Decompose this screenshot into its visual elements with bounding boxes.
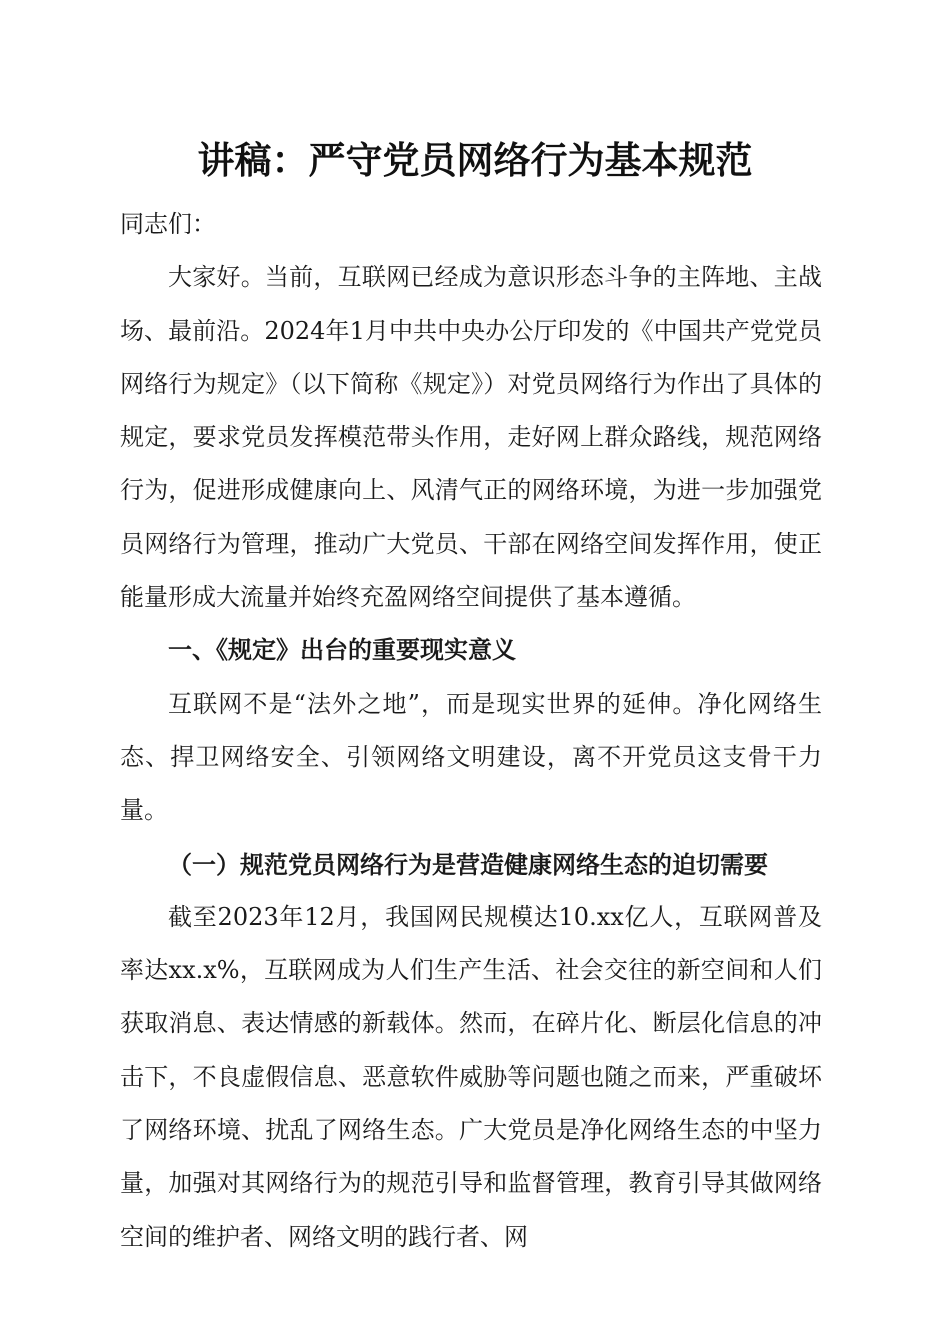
section-heading-1: 一、《规定》出台的重要现实意义: [168, 636, 516, 665]
document-body: [120, 198, 822, 1264]
subsection-heading-1: （一）规范党员网络行为是营造健康网络生态的迫切需要: [168, 849, 768, 879]
intro-paragraph: 大家好。当前，互联网已经成为意识形态斗争的主阵地、主战场、最前沿。2024年1月中共中央办公厅印发的《中国共产党党员网络行为规定》（以下简称《规定》）对党员网络行为作出了具体的规定，要求党员发挥模范带头作用，走好网上群众路线，规范网络行为，促进形成健康向上、风清气正的网络环境，为进一步加强党员网络行为管理，推动广大党员、干部在网络空间发挥作用，使正能量形成大流量并始终充盈网络空间提供了基本遵循。: [120, 263, 822, 612]
section-1-paragraph: 互联网不是“法外之地”，而是现实世界的延伸。净化网络生态、捍卫网络安全、引领网络文明建设，离不开党员这支骨干力量。: [120, 689, 822, 825]
document-title: 讲稿：严守党员网络行为基本规范: [197, 138, 753, 182]
subsection-1-paragraph: 截至2023年12月，我国网民规模达10.xx亿人，互联网普及率达xx.x%，互联网成为人们生产生活、社会交往的新空间和人们获取消息、表达情感的新载体。然而，在碎片化、断层化信息的冲击下，不良虚假信息、恶意软件威胁等问题也随之而来，严重破坏了网络环境、扰乱了网络生态。广大党员是净化网络生态的中坚力量，加强对其网络行为的规范引导和监督管理，教育引导其做网络空间的维护者、网络文明的践行者、网: [120, 902, 822, 1251]
salutation: 同志们：: [120, 210, 216, 238]
